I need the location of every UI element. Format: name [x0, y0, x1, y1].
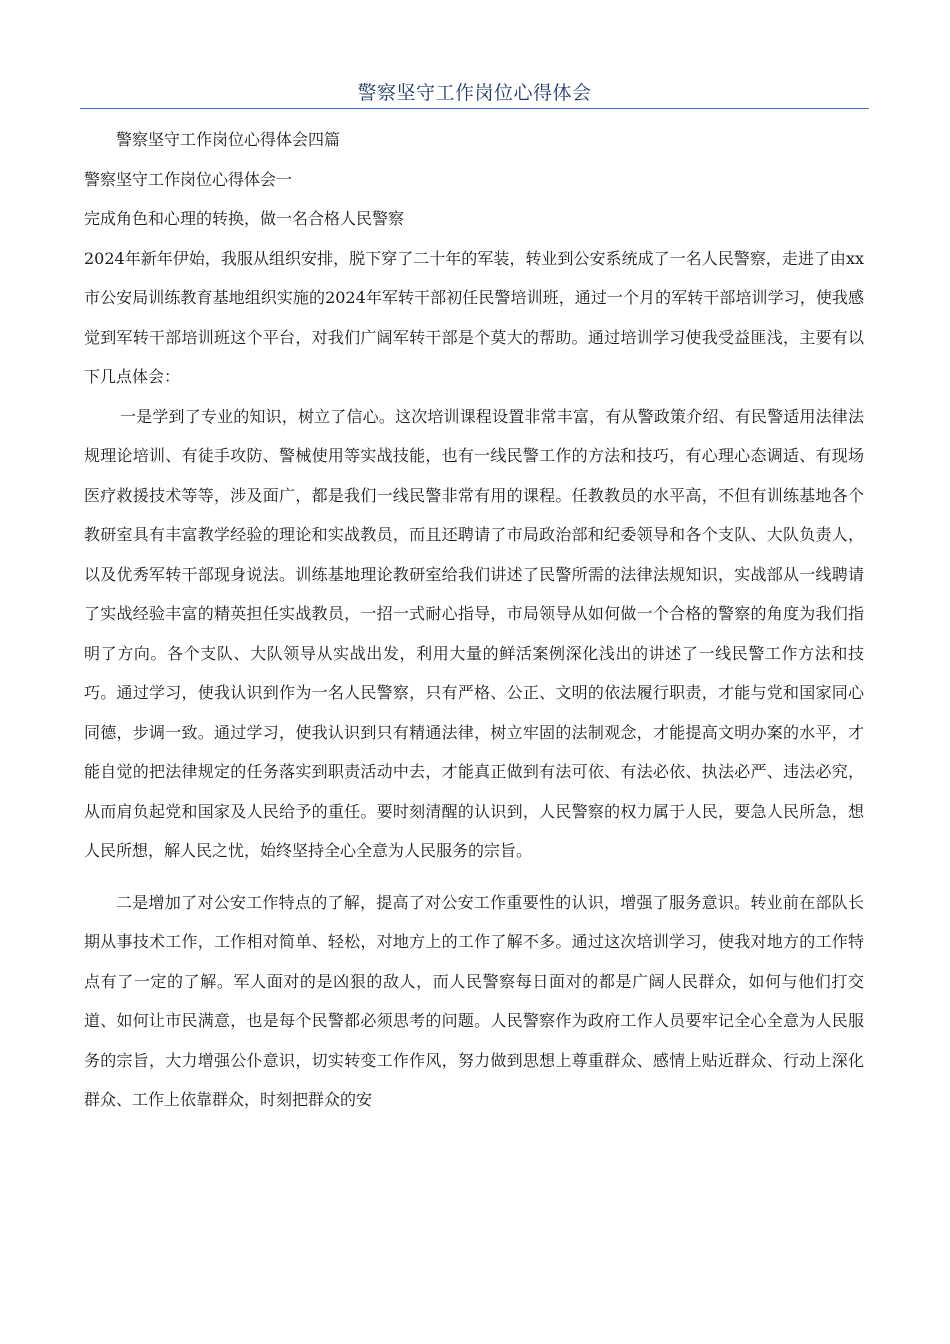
document-body	[84, 120, 864, 1120]
title-underline	[80, 108, 869, 109]
paragraph-point-two: 二是增加了对公安工作特点的了解，提高了对公安工作重要性的认识，增强了服务意识。转业前在部队长期从事技术工作，工作相对简单、轻松，对地方上的工作了解不多。通过这次培训学习，使我对地方的工作特点有了一定的了解。军人面对的是凶狠的敌人，而人民警察每日面对的都是广阔人民群众，如何与他们打交道、如何让市民满意，也是每个民警都必须思考的问题。人民警察作为政府工作人员要牢记全心全意为人民服务的宗旨，大力增强公仆意识，切实转变工作作风，努力做到思想上尊重群众、感情上贴近群众、行动上深化群众、工作上依靠群众，时刻把群众的安	[84, 892, 864, 1109]
article-heading: 完成角色和心理的转换，做一名合格人民警察	[84, 209, 405, 228]
section-heading: 警察坚守工作岗位心得体会一	[84, 169, 293, 189]
paragraph-point-one: 一是学到了专业的知识，树立了信心。这次培训课程设置非常丰富，有从警政策介绍、有民警适用法律法规理论培训、有徒手攻防、警械使用等实战技能，也有一线民警工作的方法和技巧，有心理心态调适、有现场医疗救援技术等等，涉及面广，都是我们一线民警非常有用的课程。任教教员的水平高，不但有训练基地各个教研室具有丰富教学经验的理论和实战教员，而且还聘请了市局政治部和纪委领导和各个支队、大队负责人，以及优秀军转干部现身说法。训练基地理论教研室给我们讲述了民警所需的法律法规知识，实战部从一线聘请了实战经验丰富的精英担任实战教员，一招一式耐心指导，市局领导从如何做一个合格的警察的角度为我们指明了方向。各个支队、大队领导从实战出发，利用大量的鲜活案例深化浅出的讲述了一线民警工作方法和技巧。通过学习，使我认识到作为一名人民警察，只有严格、公正、文明的依法履行职责，才能与党和国家同心同德，步调一致。通过学习，使我认识到只有精通法律，树立牢固的法制观念，才能提高文明办案的水平，才能自觉的把法律规定的任务落实到职责活动中去，才能真正做到有法可依、有法必依、执法必严、违法必究，从而肩负起党和国家及人民给予的重任。要时刻清醒的认识到，人民警察的权力属于人民，要急人民所急，想人民所想，解人民之忧，始终坚持全心全意为人民服务的宗旨。	[84, 406, 864, 860]
paragraph-intro: 2024年新年伊始，我服从组织安排，脱下穿了二十年的军装，转业到公安系统成了一名人民警察，走进了由xx市公安局训练教育基地组织实施的2024年军转干部初任民警培训班，通过一个月的军转干部培训学习，使我感觉到军转干部培训班这个平台，对我们广阔军转干部是个莫大的帮助。通过培训学习使我受益匪浅，主要有以下几点体会：	[84, 248, 864, 386]
document-title: 警察坚守工作岗位心得体会	[357, 82, 592, 104]
document-subtitle: 警察坚守工作岗位心得体会四篇	[116, 130, 341, 149]
